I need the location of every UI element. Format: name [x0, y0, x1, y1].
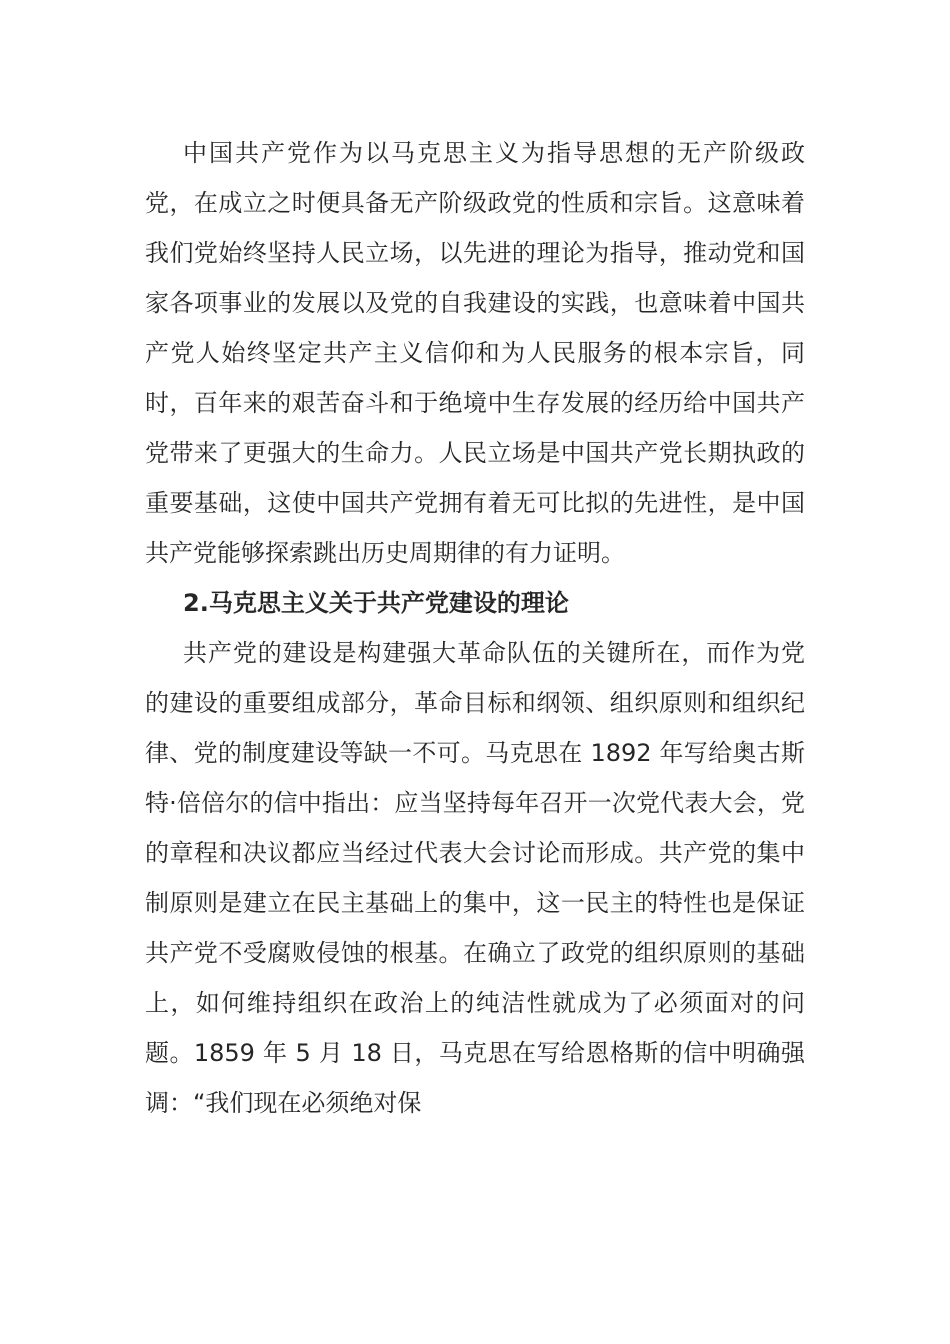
- section-heading: 2.马克思主义关于共产党建设的理论: [183, 589, 569, 617]
- document-body: [145, 128, 805, 1128]
- paragraph-party-building: 共产党的建设是构建强大革命队伍的关键所在，而作为党的建设的重要组成部分，革命目标和纲领、组织原则和组织纪律、党的制度建设等缺一不可。马克思在 1892 年写给奥古斯特·倍倍尔的信中指出：应当坚持每年召开一次党代表大会，党的章程和决议都应当经过代表大会讨论而形成。共产党的集中制原则是建立在民主基础上的集中，这一民主的特性也是保证共产党不受腐败侵蚀的根基。在确立了政党的组织原则的基础上，如何维持组织在政治上的纯洁性就成为了必须面对的问题。1859 年 5 月 18 日，马克思在写给恩格斯的信中明确强调：“我们现在必须绝对保: [145, 639, 805, 1117]
- paragraph-party-nature: 中国共产党作为以马克思主义为指导思想的无产阶级政党，在成立之时便具备无产阶级政党的性质和宗旨。这意味着我们党始终坚持人民立场，以先进的理论为指导，推动党和国家各项事业的发展以及党的自我建设的实践，也意味着中国共产党人始终坚定共产主义信仰和为人民服务的根本宗旨，同时，百年来的艰苦奋斗和于绝境中生存发展的经历给中国共产党带来了更强大的生命力。人民立场是中国共产党长期执政的重要基础，这使中国共产党拥有着无可比拟的先进性，是中国共产党能够探索跳出历史周期律的有力证明。: [145, 139, 805, 567]
